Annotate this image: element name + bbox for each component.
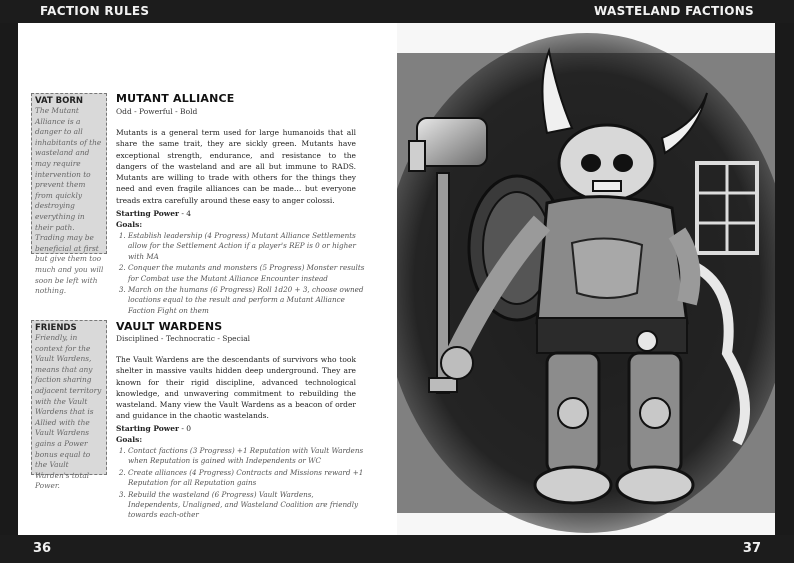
goals-heading: Goals:: [116, 435, 143, 444]
starting-power-value: - 0: [178, 424, 192, 433]
sidebar-body: The Mutant Alliance is a danger to all inhabitants of the wasteland and may require intervention to prevent them from quickly destroying everything in their path. Trading may be beneficial at first but give them too much and you will soon be left with nothing.: [35, 106, 104, 296]
sidebar-title: VAT BORN: [35, 96, 84, 106]
left-page: [18, 23, 397, 535]
starting-power-label: Starting Power: [116, 209, 179, 218]
starting-power-value: - 4: [178, 209, 192, 218]
goal-item: 3. Rebuild the wasteland (6 Progress) Vault Wardens, Independents, Unaligned, and Wasteland Coalition are friendly towards each-other: [128, 490, 368, 521]
header-left-title: FACTION RULES: [40, 4, 150, 18]
faction-description: Mutants is a general term used for large humanoids that all share the same trait, they are sickly green. Mutants have exceptional strength, endurance, and resistance to the dangers of the wasteland and are all but immune to RADS. Mutants are willing to trade with others for the things they need and even fragile alliances can be made… but everyone treads extra carefully around these easy to anger colossi.: [116, 128, 356, 205]
header-right-title: WASTELAND FACTIONS: [594, 4, 754, 18]
goal-item: 1. Establish leadership (4 Progress) Mutant Alliance Settlements allow for the Settlement Action if a player's REP is 0 or higher with MA: [128, 231, 368, 262]
goal-item: 1. Contact factions (3 Progress) +1 Reputation with Vault Wardens when Reputation is gained with Independents or WC: [128, 446, 368, 467]
header-bar: [0, 0, 794, 23]
goal-item: 3. March on the humans (6 Progress) Roll 1d20 + 3, choose owned locations equal to the result and perform a Mutant Alliance Faction Fight on them: [128, 285, 368, 316]
goals-heading: Goals:: [116, 220, 143, 229]
faction-traits: Odd - Powerful - Bold: [116, 107, 198, 116]
sidebar-title: FRIENDS: [35, 323, 77, 333]
starting-power: [116, 424, 191, 433]
faction-title: VAULT WARDENS: [116, 320, 223, 333]
faction-description: The Vault Wardens are the descendants of survivors who took shelter in massive vaults hidden deep underground. They are known for their rigid discipline, advanced technological knowledge, and unwavering commitment to rebuilding the wasteland. Many view the Vault Wardens as a beacon of order and guidance in the chaotic wastelands.: [116, 355, 356, 421]
faction-traits: Disciplined - Technocratic - Special: [116, 334, 251, 343]
mutant-warrior-illustration: [397, 23, 775, 535]
page-number-right: 37: [742, 541, 761, 556]
goal-item: 2. Conquer the mutants and monsters (5 Progress) Monster results for Combat use the Mutant Alliance Encounter instead: [128, 263, 368, 284]
goals-list: [116, 446, 368, 522]
goals-list: [116, 231, 368, 317]
starting-power: [116, 209, 191, 218]
faction-title: MUTANT ALLIANCE: [116, 92, 235, 105]
footer-bar: [0, 535, 794, 563]
right-page: [397, 23, 775, 535]
starting-power-label: Starting Power: [116, 424, 179, 433]
page-number-left: 36: [33, 541, 52, 556]
sidebar-friends: [31, 320, 107, 491]
sidebar-body: Friendly, in context for the Vault Wardens, means that any faction sharing adjacent territory with the Vault Wardens that is Allied with the Vault Wardens gains a Power bonus equal to the Vault Warden's total Power.: [35, 333, 102, 491]
sidebar-vat-born: [31, 93, 107, 296]
goal-item: 2. Create alliances (4 Progress) Contracts and Missions reward +1 Reputation for all Reputation gains: [128, 468, 368, 489]
